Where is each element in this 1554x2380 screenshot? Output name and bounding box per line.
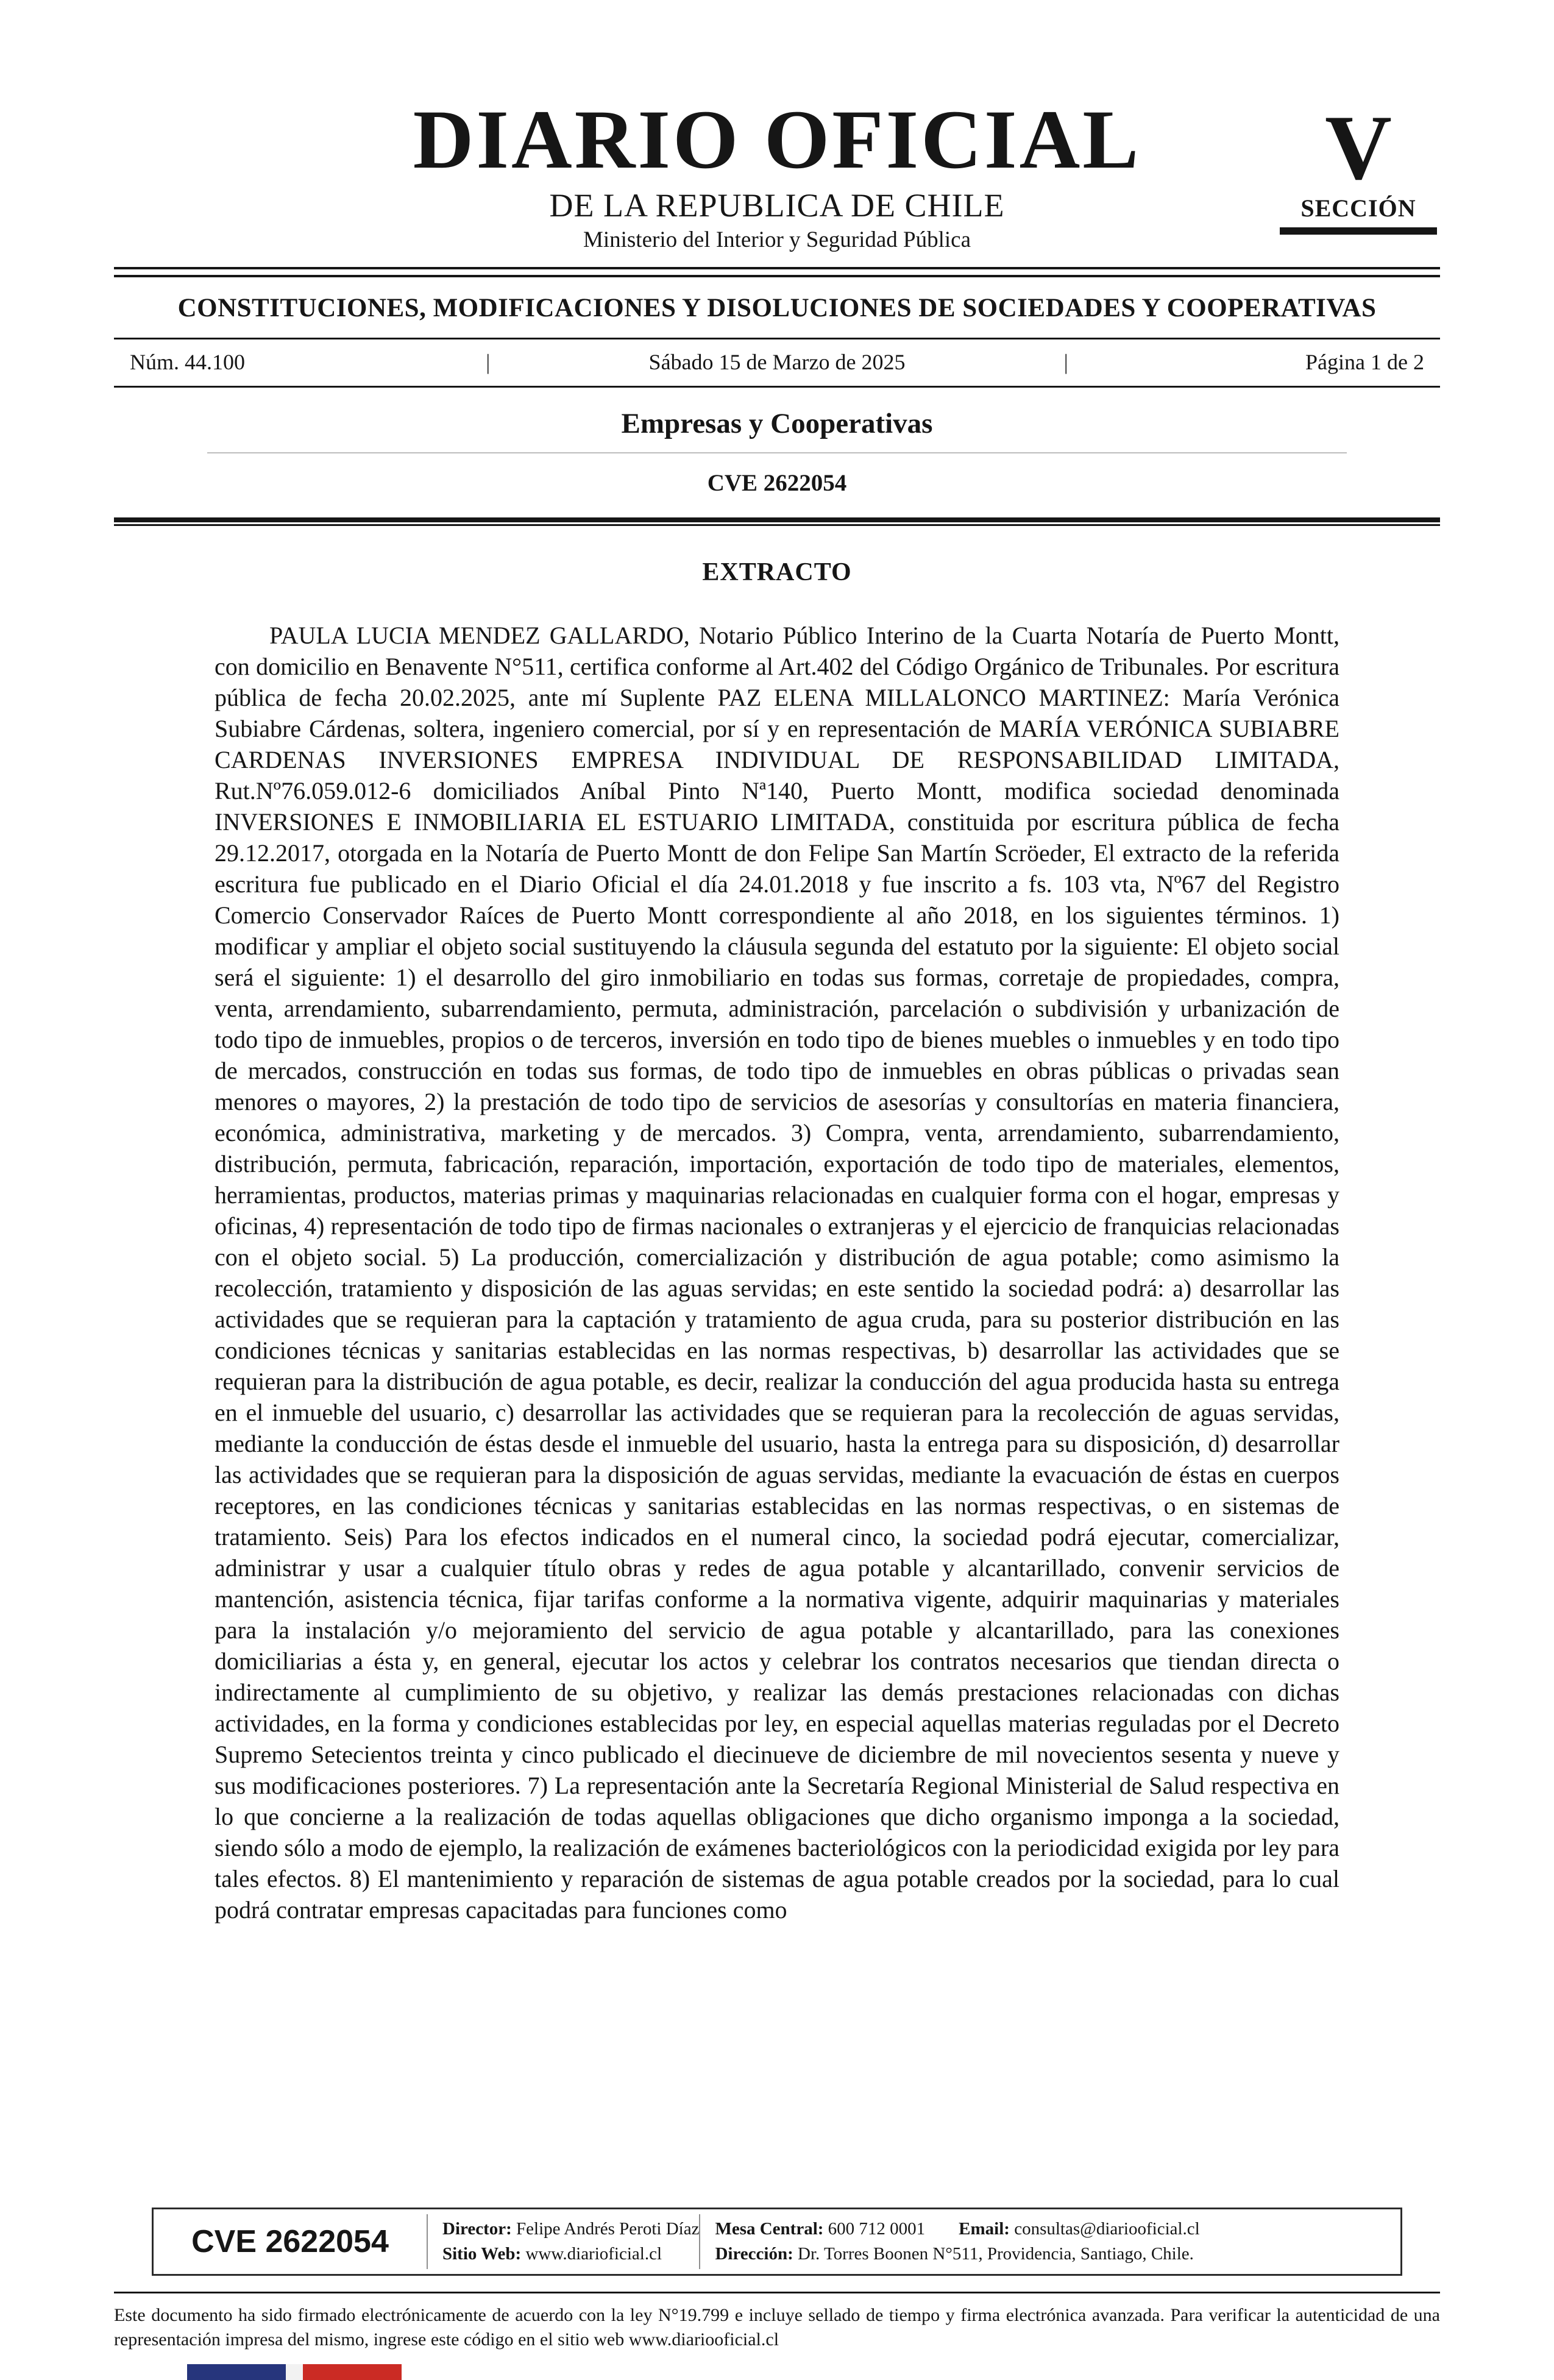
flag-red-stripe <box>303 2364 402 2380</box>
director-line <box>442 2217 699 2242</box>
paper-title: DIARIO OFICIAL <box>413 93 1141 186</box>
category-banner: CONSTITUCIONES, MODIFICACIONES Y DISOLUCIONES DE SOCIEDADES Y COOPERATIVAS <box>177 293 1377 322</box>
masthead <box>0 0 1554 254</box>
page-indicator: Página 1 de 2 <box>1305 349 1424 374</box>
footer-info-box <box>152 2208 1402 2276</box>
meta-separator: | <box>1063 349 1068 374</box>
director-label: Director: <box>442 2219 512 2239</box>
footer-contact-cell <box>700 2209 1400 2274</box>
flag-blue-stripe <box>187 2364 286 2380</box>
ministry-line: Ministerio del Interior y Seguridad Pública <box>583 227 971 253</box>
extract-top-rule <box>114 517 1440 526</box>
address-value: Dr. Torres Boonen N°511, Providencia, Santiago, Chile. <box>798 2244 1194 2264</box>
section-label: SECCIÓN <box>1300 194 1416 222</box>
address-label: Dirección: <box>715 2244 793 2264</box>
siteweb-label: Sitio Web: <box>442 2244 522 2264</box>
footer-rule <box>114 2292 1440 2293</box>
cve-heading: CVE 2622054 <box>707 469 847 496</box>
issue-number: Núm. 44.100 <box>130 349 245 374</box>
page-footer <box>114 2208 1440 2380</box>
document-body <box>0 558 1554 1925</box>
mesa-central-label: Mesa Central: <box>715 2219 824 2239</box>
chile-flag-mark <box>187 2364 402 2380</box>
email-label: Email: <box>959 2219 1010 2239</box>
siteweb-value: www.diarioficial.cl <box>525 2244 662 2264</box>
address-line <box>715 2242 1400 2267</box>
flag-white-stripe <box>286 2364 303 2380</box>
masthead-double-rule <box>114 267 1440 277</box>
director-value: Felipe Andrés Peroti Díaz <box>516 2219 700 2239</box>
section-box <box>1280 96 1437 235</box>
meta-bottom-rule <box>114 386 1440 388</box>
legal-fine-print: Este documento ha sido firmado electrónicamente de acuerdo con la ley N°19.799 e incluye sellado de tiempo y firma electrónica avanzada. Para verificar la autenticidad de una representación impresa del mismo, ingrese este código en el sitio web www.diariooficial.cl <box>114 2305 1440 2350</box>
section-heading: Empresas y Cooperativas <box>621 407 933 439</box>
extract-title: EXTRACTO <box>702 558 852 586</box>
issue-meta-row <box>114 339 1440 386</box>
paper-subtitle: DE LA REPUBLICA DE CHILE <box>549 187 1005 224</box>
meta-separator: | <box>486 349 491 374</box>
footer-director-cell <box>428 2209 699 2274</box>
email-value: consultas@diariooficial.cl <box>1014 2219 1200 2239</box>
section-letter: V <box>1325 96 1392 199</box>
siteweb-line <box>442 2242 699 2267</box>
extract-paragraph: PAULA LUCIA MENDEZ GALLARDO, Notario Público Interino de la Cuarta Notaría de Puerto Montt, con domicilio en Benavente N°511, certifica conforme al Art.402 del Código Orgánico de Tribunales. Por escritura pública de fecha 20.02.2025, ante mí Suplente PAZ ELENA MILLALONCO MARTINEZ: María Verónica Subiabre Cárdenas, soltera, ingeniero comercial, por sí y en representación de MARÍA VERÓNICA SUBIABRE CARDENAS INVERSIONES EMPRESA INDIVIDUAL DE RESPONSABILIDAD LIMITADA, Rut.Nº76.059.012-6 domiciliados Aníbal Pinto Nª140, Puerto Montt, modifica sociedad denominada INVERSIONES E INMOBILIARIA EL ESTUARIO LIMITADA, constituida por escritura pública de fecha 29.12.2017, otorgada en la Notaría de Puerto Montt de don Felipe San Martín Scröeder, El extracto de la referida escritura fue publicado en el Diario Oficial el día 24.01.2018 y fue inscrito a fs. 103 vta, Nº67 del Registro Comercio Conservador Raíces de Puerto Montt correspondiente al año 2018, en los siguientes términos. 1) modificar y ampliar el objeto social sustituyendo la cláusula segunda del estatuto por la siguiente: El objeto social será el siguiente: 1) el desarrollo del giro inmobiliario en todas sus formas, corretaje de propiedades, compra, venta, arrendamiento, subarrendamiento, permuta, administración, parcelación o subdivisión y urbanización de todo tipo de inmuebles, propios o de terceros, inversión en todo tipo de bienes muebles o inmuebles y en todo tipo de mercados, construcción en todas sus formas, de todo tipo de inmuebles en obras públicas o privadas sean menores o mayores, 2) la prestación de todo tipo de servicios de asesorías y consultorías en materia financiera, económica, administrativa, marketing y de mercados. 3) Compra, venta, arrendamiento, subarrendamiento, distribución, permuta, fabricación, reparación, importación, exportación de todo tipo de materiales, elementos, herramientas, productos, materias primas y maquinarias relacionadas en cualquier forma con el hogar, empresas y oficinas, 4) representación de todo tipo de firmas nacionales o extranjeras y el ejercicio de franquicias relacionadas con el objeto social. 5) La producción, comercialización y distribución de agua potable; como asimismo la recolección, tratamiento y disposición de las aguas servidas; en este sentido la sociedad podrá: a) desarrollar las actividades que se requieran para la captación y tratamiento de agua cruda, para su posterior distribución en las condiciones técnicas y sanitarias establecidas en las normas respectivas, b) desarrollar las actividades que se requieran para la distribución de agua potable, es decir, realizar la conducción del agua producida hasta su entrega en el inmueble del usuario, c) desarrollar las actividades que se requieran para la recolección de aguas servidas, mediante la conducción de éstas desde el inmueble del usuario, hasta la entrega para su disposición, d) desarrollar las actividades que se requieran para la disposición de aguas servidas, mediante la evacuación de éstas en cuerpos receptores, en las condiciones técnicas y sanitarias establecidas en las normas respectivas, o en sistemas de tratamiento. Seis) Para los efectos indicados en el numeral cinco, la sociedad podrá ejecutar, comercializar, administrar y usar a cualquier título obras y redes de agua potable y alcantarillado, convenir servicios de mantención, asistencia técnica, fijar tarifas conforme a la normativa vigente, adquirir maquinarias y materiales para la instalación y/o mejoramiento del servicio de agua potable y alcantarillado, para las conexiones domiciliarias a ésta y, en general, ejecutar los actos y celebrar los contratos necesarios que tiendan directa o indirectamente al cumplimiento de su objetivo, y realizar las demás prestaciones relacionadas con dichas actividades, en la forma y condiciones establecidas por ley, en especial aquellas materias reguladas por el Decreto Supremo Setecientos treinta y cinco publicado el diecinueve de diciembre de mil novecientos sesenta y nueve y sus modificaciones posteriores. 7) La representación ante la Secretaría Regional Ministerial de Salud respectiva en lo que concierne a la realización de todas aquellas obligaciones que dicho organismo imponga a la sociedad, siendo sólo a modo de ejemplo, la realización de exámenes bacteriológicos con la periodicidad exigida por ley para tales efectos. 8) El mantenimiento y reparación de sistemas de agua potable creados por la sociedad, para lo cual podrá contratar empresas capacitadas para funciones como <box>215 621 1339 1924</box>
mesa-central-value: 600 712 0001 <box>828 2219 926 2239</box>
footer-cve: CVE 2622054 <box>191 2224 389 2259</box>
section-heading-rule <box>207 452 1347 453</box>
issue-date: Sábado 15 de Marzo de 2025 <box>648 349 906 374</box>
contact-line <box>715 2217 1400 2242</box>
